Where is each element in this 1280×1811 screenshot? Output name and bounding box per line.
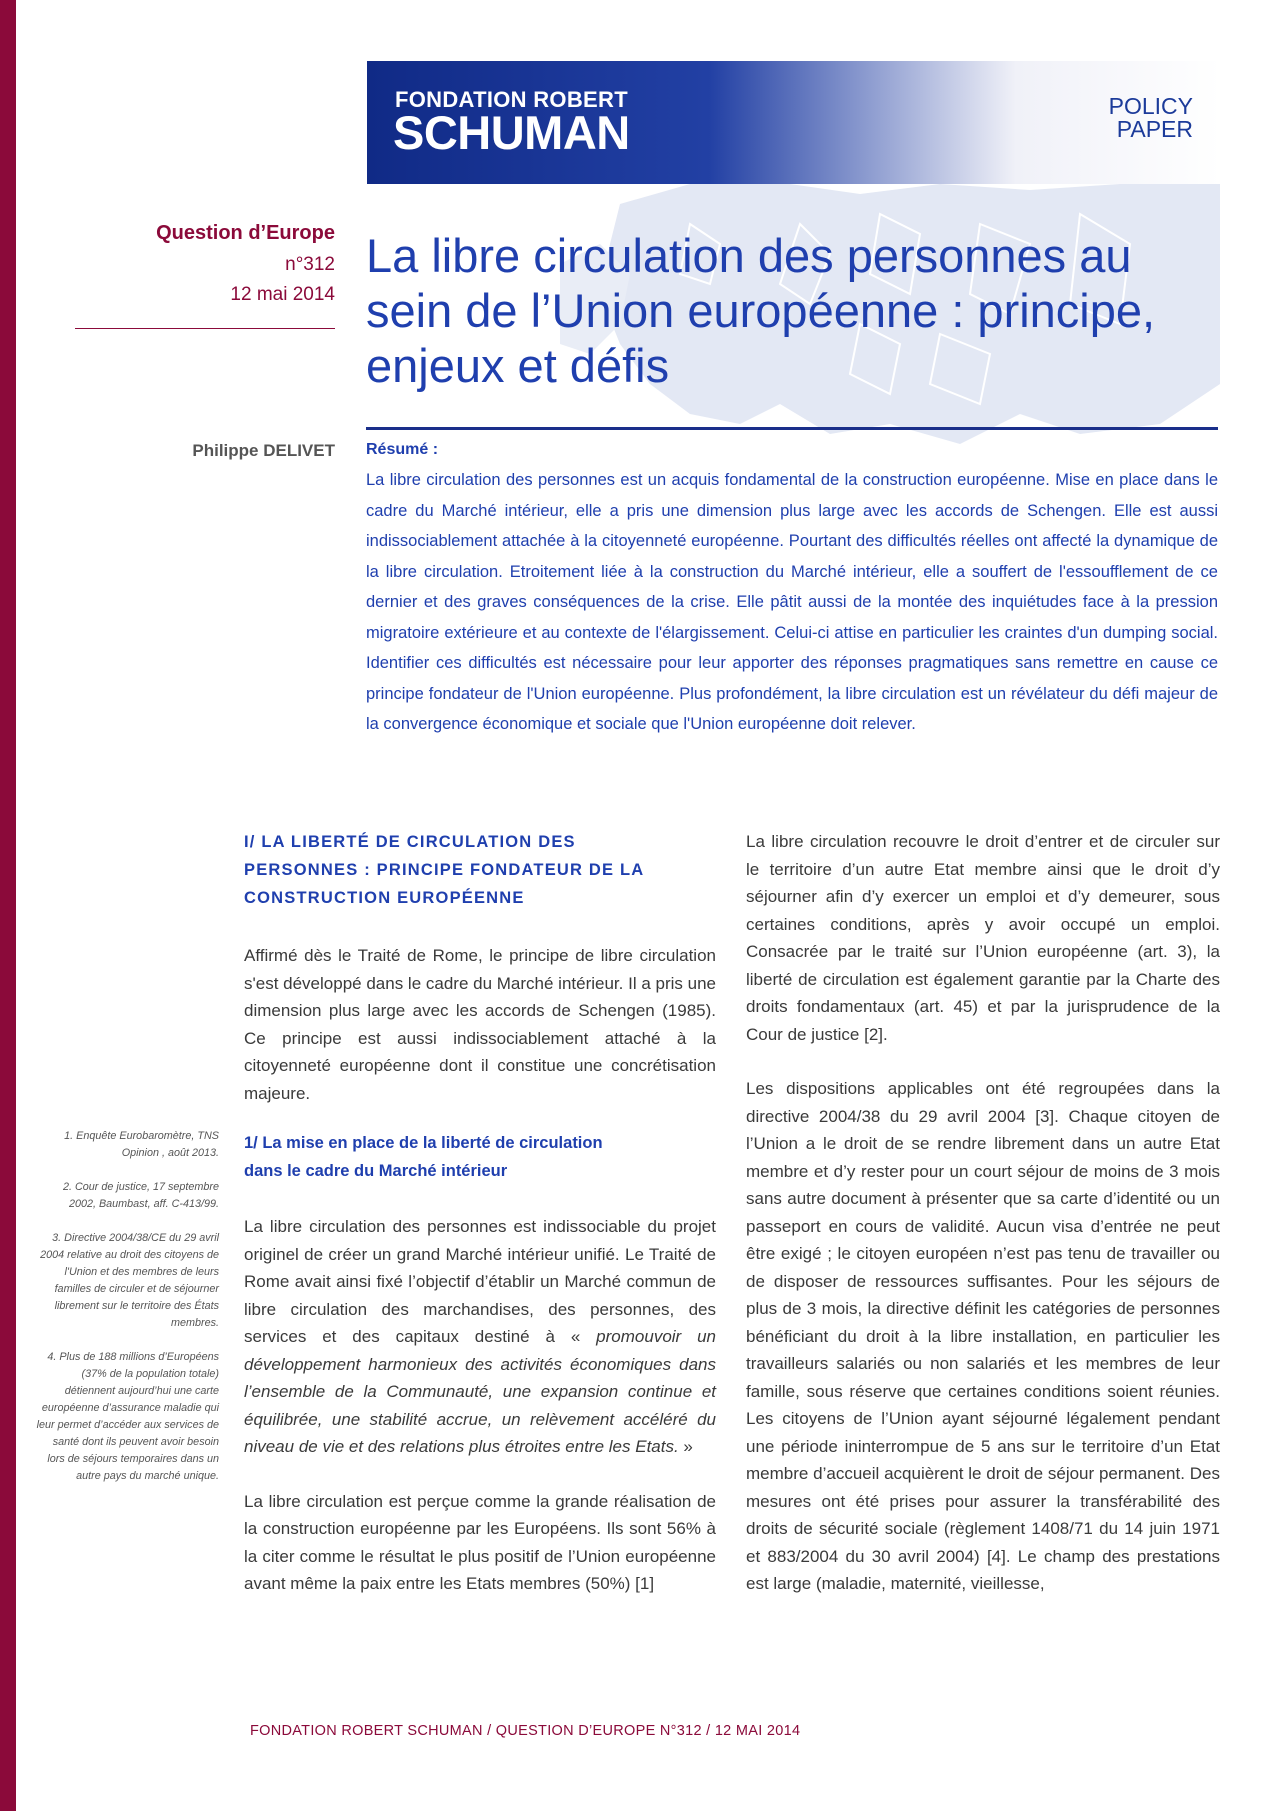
header-banner	[367, 61, 1221, 184]
section-heading	[244, 828, 716, 912]
series-name: Question d’Europe	[156, 222, 335, 244]
section-heading-line2: PERSONNES : PRINCIPE FONDATEUR DE LA	[244, 861, 645, 879]
body-column-left	[244, 828, 716, 1598]
doc-type-line1: POLICY	[1108, 93, 1193, 119]
abstract-label: Résumé :	[366, 441, 439, 458]
footnote: 2. Cour de justice, 17 septembre 2002, Baumbast, aff. C-413/99.	[62, 1181, 219, 1210]
footnotes	[36, 1128, 219, 1485]
paragraph: Affirmé dès le Traité de Rome, le principe de libre circulation s'est développé dans le cadre du Marché intérieur. Il a pris une dimension plus large avec les accords de Schengen (1985). Ce principe est aussi indissociablement attaché à la citoyenneté européenne dont il constitue une concrétisation majeure.	[244, 946, 716, 1103]
paragraph: La libre circulation recouvre le droit d’entrer et de circuler sur le territoire d’un autre Etat membre ainsi que le droit d’y séjourner afin d’y exercer un emploi et d’y demeurer, sous certaines conditions, après y avoir occupé un emploi. Consacrée par le traité sur l’Union européenne (art. 3), la liberté de circulation est également garantie par la Charte des droits fondamentaux (art. 45) et par la jurisprudence de la Cour de justice [2].	[746, 832, 1220, 1044]
page-footer: FONDATION ROBERT SCHUMAN / QUESTION D’EUROPE N°312 / 12 MAI 2014	[250, 1723, 801, 1739]
title-divider	[366, 427, 1218, 430]
paragraph-text: La libre circulation des personnes est indissociable du projet originel de créer un grand Marché intérieur unifié. Le Traité de Rome avait ainsi fixé l’objectif d’établir un Marché commun de libre circulation des marchandises, des personnes, des services et des capitaux destiné à «	[244, 1217, 716, 1346]
treaty-quote: promouvoir un développement harmonieux des activités économiques dans l’ensemble de la Communauté, une expansion continue et équilibrée, une stabilité accrue, un relèvement accéléré du niveau de vie et des relations plus étroites entre les Etats.	[244, 1327, 716, 1456]
publication-date: 12 mai 2014	[230, 284, 335, 305]
footnote: 1. Enquête Eurobaromètre, TNS Opinion , août 2013.	[64, 1130, 219, 1159]
issue-number: n°312	[285, 254, 335, 275]
page-title: La libre circulation des personnes au sein de l’Union européenne : principe, enjeux et défis	[366, 229, 1156, 392]
footnote: 3. Directive 2004/38/CE du 29 avril 2004 relative au droit des citoyens de l'Union et des membres de leurs familles de circuler et de séjourner librement sur le territoire des États membres.	[40, 1232, 219, 1329]
subsection-heading-line1: 1/ La mise en place de la liberté de circulation	[244, 1134, 603, 1152]
document-type	[1109, 95, 1193, 141]
left-margin-bar	[0, 0, 16, 1811]
abstract-text: La libre circulation des personnes est un acquis fondamental de la construction européenne. Mise en place dans le cadre du Marché intérieur, elle a pris une dimension plus large avec les accords de Schengen. Elle est aussi indissociablement attachée à la citoyenneté européenne. Pourtant des difficultés réelles ont affecté la dynamique de la libre circulation. Etroitement liée à la construction du Marché intérieur, elle a souffert de l'essoufflement de ce dernier et des graves conséquences de la crise. Elle pâtit aussi de la montée des inquiétudes face à la pression migratoire extérieure et au contexte de l'élargissement. Celui-ci attise en particulier les craintes d'un dumping social. Identifier ces difficultés est nécessaire pour leur apporter des réponses pragmatiques sans remettre en cause ce principe fondateur de l'Union européenne. Plus profondément, la libre circulation est un révélateur du défi majeur de la convergence économique et sociale que l'Union européenne doit relever.	[366, 471, 1218, 733]
brand-name-line2: SCHUMAN	[393, 106, 630, 159]
subsection-heading	[244, 1129, 716, 1185]
paragraph: La libre circulation est perçue comme la grande réalisation de la construction européenne par les Européens. Ils sont 56% à la citer comme le résultat le plus positif de l’Union européenne avant même la paix entre les Etats membres (50%) [1]	[244, 1491, 716, 1593]
meta-divider	[75, 328, 335, 329]
author-name: Philippe DELIVET	[192, 441, 335, 460]
brand-name-line1: FONDATION ROBERT	[395, 87, 628, 112]
section-heading-line3: CONSTRUCTION EUROPÉENNE	[244, 889, 525, 907]
subsection-heading-line2: dans le cadre du Marché intérieur	[244, 1162, 508, 1180]
section-heading-line1: I/ LA LIBERTÉ DE CIRCULATION DES	[244, 833, 576, 851]
paragraph: Les dispositions applicables ont été regroupées dans la directive 2004/38 du 29 avril 2004 [3]. Chaque citoyen de l’Union a le droit de se rendre librement dans un autre Etat membre et d’y rester pour un court séjour de moins de 3 mois sans autre document à présenter que sa carte d’identité ou un passeport en cours de validité. Aucun visa d’entrée ne peut être exigé ; le citoyen européen n’est pas tenu de travailler ou de disposer de ressources suffisantes. Pour les séjours de plus de 3 mois, la directive définit les catégories de personnes bénéficiant du droit à la libre installation, en particulier les travailleurs salariés ou non salariés et les membres de leur famille, sous réserve que certaines conditions soient réunies. Les citoyens de l’Union ayant séjourné légalement pendant une période ininterrompue de 5 ans sur le territoire d’un Etat membre d’accueil acquièrent le droit de séjour permanent. Des mesures ont été prises pour assurer la transférabilité des droits de sécurité sociale (règlement 1408/71 du 14 juin 1971 et 883/2004 du 30 avril 2004) [4]. Le champ des prestations est large (maladie, maternité, vieillesse,	[746, 1079, 1220, 1593]
quote-close: »	[678, 1437, 693, 1456]
footnote: 4. Plus de 188 millions d’Européens (37% de la population totale) détiennent aujourd’hui une carte européenne d’assurance maladie qui leur permet d’accéder aux services de santé dont ils peuvent avoir besoin lors de séjours temporaires dans un autre pays du marché unique.	[36, 1351, 219, 1482]
paragraph	[244, 1213, 716, 1461]
body-column-right	[746, 828, 1220, 1598]
doc-type-line2: PAPER	[1116, 116, 1193, 142]
